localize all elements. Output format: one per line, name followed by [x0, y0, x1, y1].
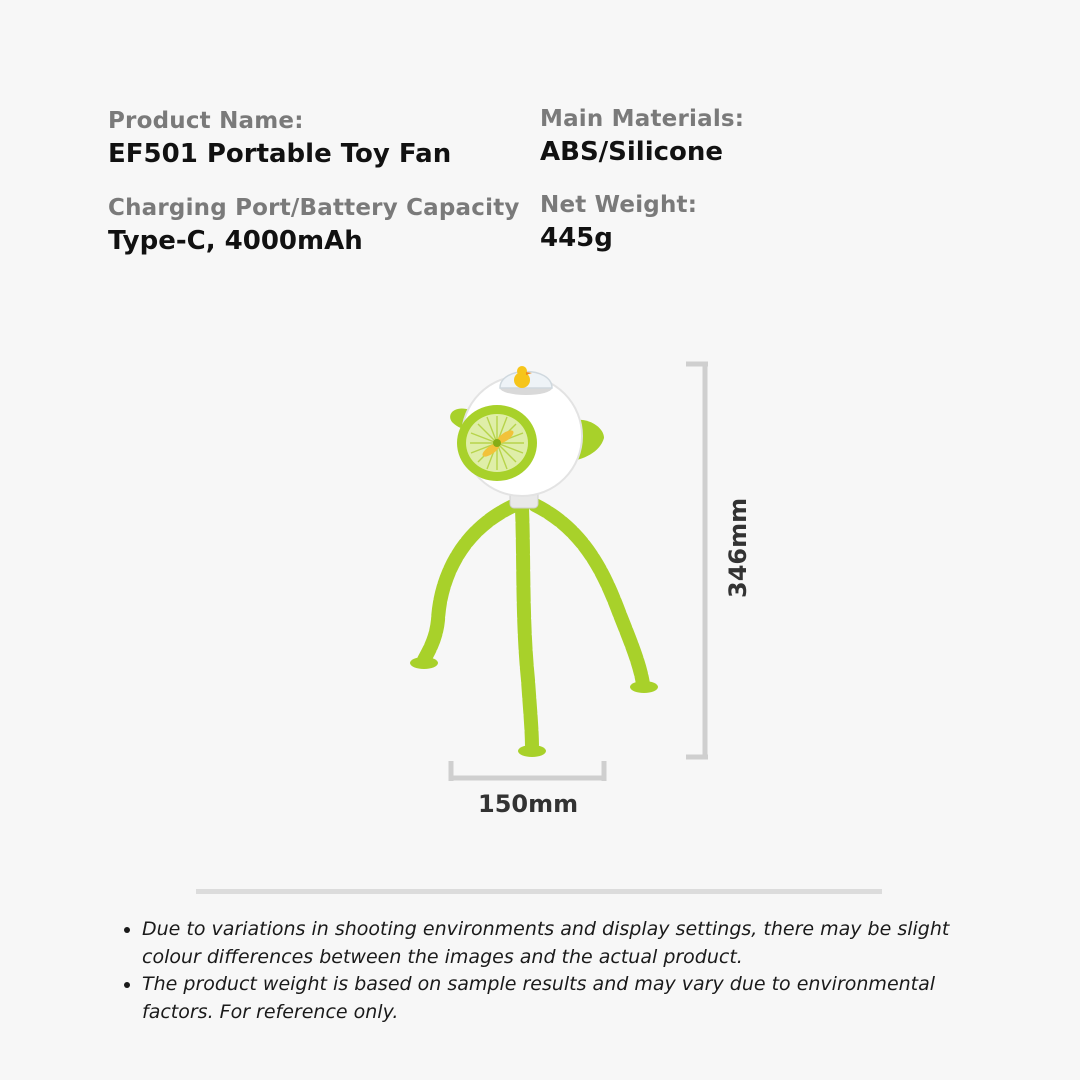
tripod-legs — [424, 505, 643, 748]
width-dimension-label: 150mm — [478, 790, 579, 818]
charging-label: Charging Port/Battery Capacity — [108, 195, 520, 221]
disclaimer-notes — [108, 916, 1012, 1026]
charging-value: Type-C, 4000mAh — [108, 226, 363, 256]
fan-hub — [493, 439, 501, 447]
materials-value: ABS/Silicone — [540, 137, 724, 167]
center-suction-foot — [518, 745, 546, 757]
height-dimension-label: 346mm — [724, 497, 752, 598]
duck-head — [517, 366, 527, 376]
product-name-value: EF501 Portable Toy Fan — [108, 139, 452, 169]
product-name-label: Product Name: — [108, 108, 304, 134]
left-suction-foot — [410, 657, 438, 669]
width-dimension-bracket — [451, 761, 604, 781]
right-suction-foot — [630, 681, 658, 693]
materials-label: Main Materials: — [540, 106, 745, 132]
disclaimer-note-colour: • Due to variations in shooting environments and display settings, there may be slight colour differences between the images and the actual product. — [142, 916, 1012, 971]
disclaimer-note-weight: • The product weight is based on sample results and may vary due to environmental factors. For reference only. — [142, 971, 1012, 1026]
weight-value: 445g — [540, 223, 613, 253]
height-dimension-bracket — [686, 364, 708, 757]
weight-label: Net Weight: — [540, 192, 698, 218]
section-divider — [196, 889, 882, 894]
